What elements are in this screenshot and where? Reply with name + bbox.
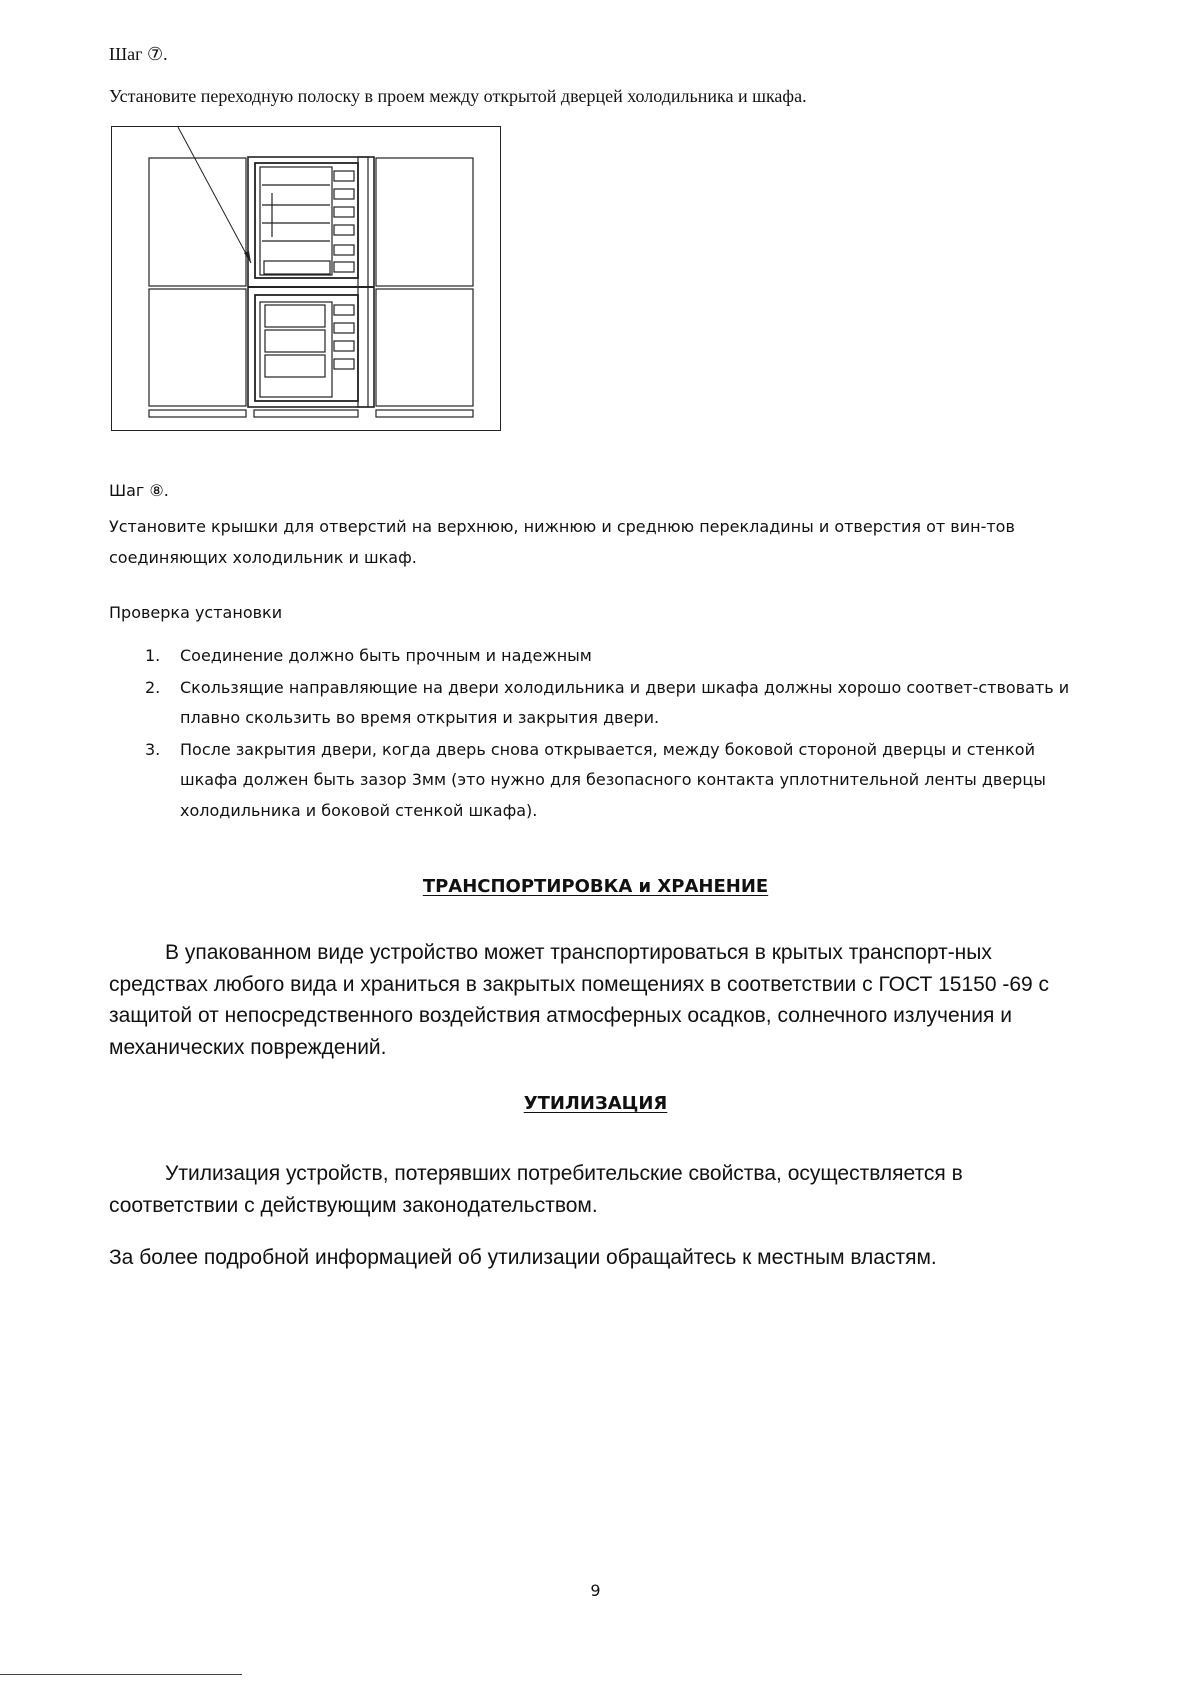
- step-8-instruction: Установите крышки для отверстий на верхнюю, нижнюю и среднюю перекладины и отверстия от вин-тов соединяющих холодильник и шкаф.: [109, 517, 1015, 567]
- step-7-instruction: Установите переходную полоску в проем между открытой дверцей холодильника и шкафа.: [109, 86, 807, 106]
- transport-storage-paragraph: В упакованном виде устройство может транспортироваться в крытых транспорт-ных средствах любого вида и храниться в закрытых помещениях в соответствии с ГОСТ 15150 -69 с защитой от непосредственного воздействия атмосферных осадков, солнечного излучения и механических повреждений.: [109, 941, 1050, 1059]
- list-item-number: 2.: [145, 677, 161, 697]
- page-number: 9: [590, 1581, 601, 1600]
- list-item: [109, 673, 1089, 734]
- list-item-number: 3.: [145, 739, 161, 759]
- list-item-text: Скользящие направляющие на двери холодильника и двери шкафа должны хорошо соответ-ствовать и плавно скользить во время открытия и закрытия двери.: [180, 677, 1070, 727]
- list-item: [109, 735, 1089, 827]
- list-item: [109, 641, 1089, 672]
- list-item-text: Соединение должно быть прочным и надежным: [180, 646, 592, 665]
- recycling-heading: [0, 1093, 1191, 1114]
- list-item-number: 1.: [145, 646, 161, 665]
- transport-storage-heading: [0, 876, 1191, 897]
- step-7-title: Шаг ⑦.: [109, 44, 168, 64]
- installation-check-list: [109, 641, 1089, 827]
- step-8-title: Шаг ⑧.: [109, 481, 169, 500]
- installation-check-title: Проверка установки: [109, 603, 283, 622]
- recycling-paragraph: Утилизация устройств, потерявших потребительские свойства, осуществляется в соответствии с действующим законодательством.: [109, 1162, 963, 1217]
- fridge-installation-diagram-icon: [111, 126, 501, 431]
- list-item-text: После закрытия двери, когда дверь снова открывается, между боковой стороной дверцы и стенкой шкафа должен быть зазор 3мм (это нужно для безопасного контакта уплотнительной ленты дверцы холодильника и боковой стенкой шкафа).: [180, 739, 1046, 820]
- recycling-heading-text: УТИЛИЗАЦИЯ: [523, 1093, 668, 1114]
- recycling-info-paragraph: За более подробной информацией об утилизации обращайтесь к местным властям.: [109, 1246, 937, 1269]
- transport-storage-heading-text: ТРАНСПОРТИРОВКА и ХРАНЕНИЕ: [422, 876, 769, 897]
- footnote-divider: [0, 1674, 242, 1675]
